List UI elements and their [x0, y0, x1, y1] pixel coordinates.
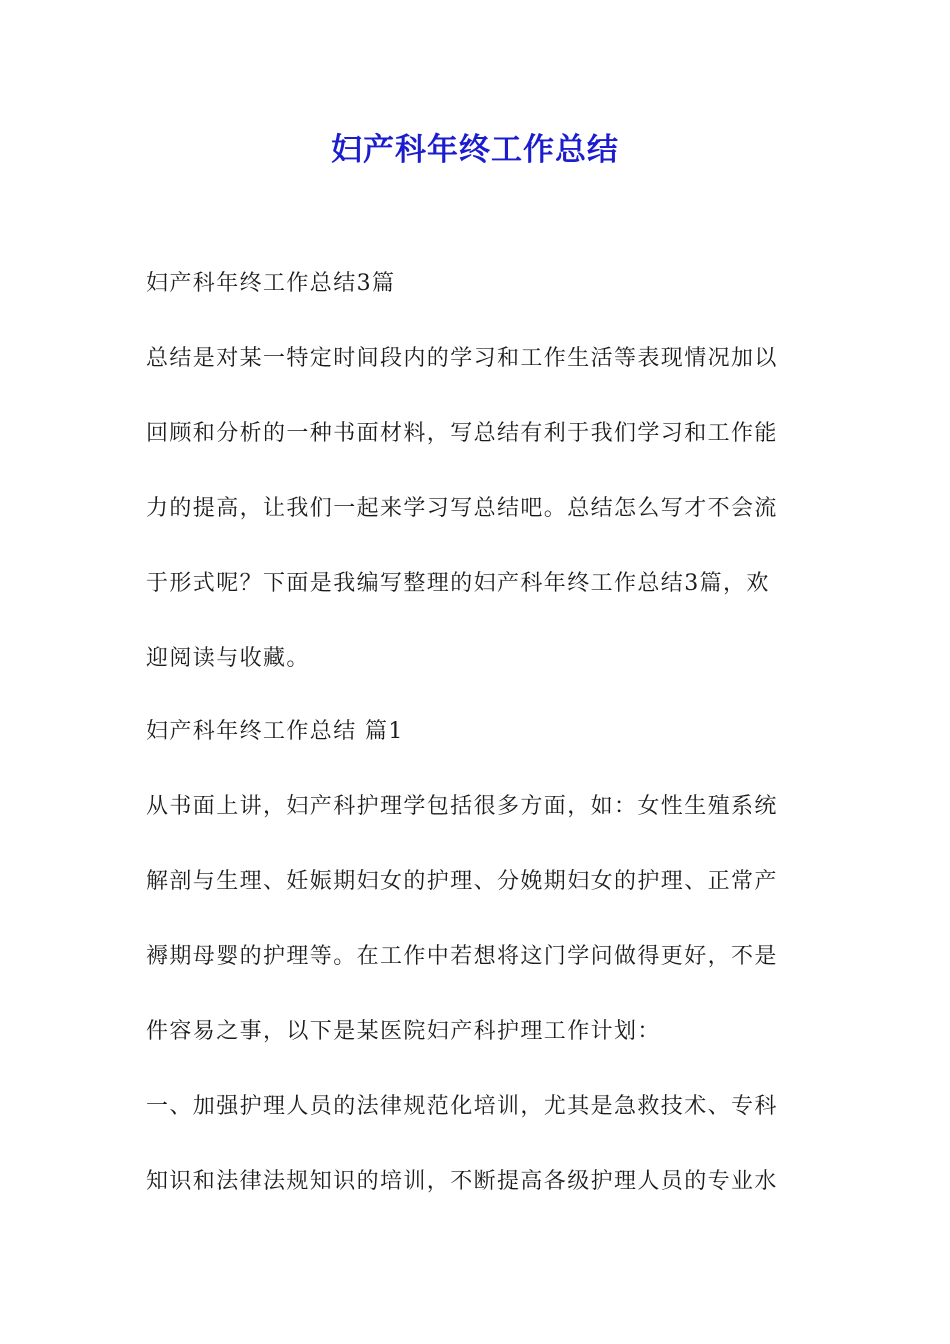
paragraph-line: 解剖与生理、妊娠期妇女的护理、分娩期妇女的护理、正常产 — [146, 869, 778, 894]
paragraph-line: 于形式呢？下面是我编写整理的妇产科年终工作总结3篇，欢 — [146, 571, 770, 596]
paragraph-line: 件容易之事，以下是某医院妇产科护理工作计划： — [146, 1019, 661, 1044]
paragraph-line: 总结是对某一特定时间段内的学习和工作生活等表现情况加以 — [146, 346, 778, 371]
paragraph-line: 回顾和分析的一种书面材料，写总结有利于我们学习和工作能 — [146, 421, 778, 446]
paragraph-line: 迎阅读与收藏。 — [146, 646, 310, 671]
paragraph-line: 知识和法律法规知识的培训，不断提高各级护理人员的专业水 — [146, 1169, 778, 1194]
paragraph-line: 一、加强护理人员的法律规范化培训，尤其是急救技术、专科 — [146, 1094, 778, 1119]
paragraph-line: 从书面上讲，妇产科护理学包括很多方面，如：女性生殖系统 — [146, 794, 778, 819]
document-title: 妇产科年终工作总结 — [331, 132, 619, 168]
subtitle-line: 妇产科年终工作总结3篇 — [146, 271, 396, 296]
section-heading: 妇产科年终工作总结 篇1 — [146, 719, 404, 744]
paragraph-line: 力的提高，让我们一起来学习写总结吧。总结怎么写才不会流 — [146, 496, 778, 521]
paragraph-line: 褥期母婴的护理等。在工作中若想将这门学问做得更好，不是 — [146, 944, 778, 969]
